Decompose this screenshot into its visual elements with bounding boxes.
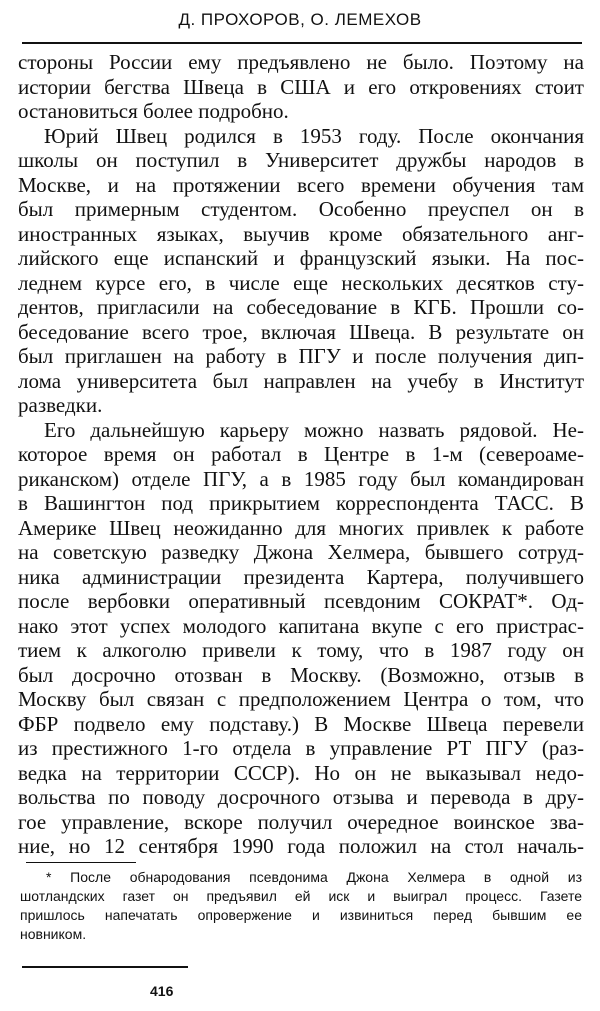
text-line: вольства по поводу досрочного отзыва и перевода в дру- <box>18 785 584 809</box>
text-line: из престижного 1-го отдела в управление РТ ПГУ (раз- <box>18 736 584 760</box>
running-header: Д. ПРОХОРОВ, О. ЛЕМЕХОВ <box>178 10 422 29</box>
text-line: иностранных языках, выучив кроме обязательного анг- <box>18 221 584 246</box>
text-line: Москве, и на протяжении всего времени обучения там <box>18 172 584 197</box>
text-line: гое управление, вскоре получил очередное воинское зва- <box>18 809 584 834</box>
text-line: на советскую разведку Джона Хелмера, бывшего сотруд- <box>18 540 584 564</box>
text-line: истории бегства Швеца в США и его откровениях стоит <box>18 74 584 99</box>
text-line: Юрий Швец родился в 1953 году. После окончания <box>44 123 584 148</box>
text-line: школы он поступил в Университет дружбы народов в <box>18 148 584 172</box>
text-line: риканском) отделе ПГУ, а в 1985 году был командирован <box>18 466 584 491</box>
text-line: ние, но 12 сентября 1990 года положил на стол началь- <box>18 834 584 858</box>
footnote-line: новником. <box>20 926 87 942</box>
text-line: Его дальнейшую карьеру можно назвать рядовой. Не- <box>44 417 584 442</box>
text-line: леднем курсе его, в числе еще нескольких десятков сту- <box>18 270 584 295</box>
text-line: которое время он работал в Центре в 1-м (североаме- <box>18 442 584 466</box>
footnote-line: * После обнародования псевдонима Джона Хелмера в одной из <box>46 869 582 885</box>
text-line: после вербовки оперативный псевдоним СОКРАТ*. Од- <box>18 589 584 613</box>
text-line: ника администрации президента Картера, получившего <box>18 564 584 589</box>
text-line: Москву был связан с предположением Центра о том, что <box>18 687 584 711</box>
body-text <box>18 50 584 859</box>
footnote-line: пришлось напечатать опровержение и извиниться перед бывшим ее <box>20 907 582 923</box>
text-line: лома университета был направлен на учебу в Институт <box>18 368 584 393</box>
text-line: был приглашен на работу в ПГУ и после получения дип- <box>18 344 584 368</box>
text-line: ведка на территории СССР). Но он не выказывал недо- <box>18 760 584 785</box>
page-number: 416 <box>150 983 174 999</box>
text-line: в Вашингтон под прикрытием корреспондента ТАСС. В <box>18 491 584 515</box>
text-line: стороны России ему предъявлено не было. Поэтому на <box>18 50 584 74</box>
text-line: беседование всего трое, включая Швеца. В результате он <box>18 319 584 344</box>
text-line: Америке Швец неожиданно для многих привлек к работе <box>18 515 584 540</box>
text-line: разведки. <box>18 393 103 417</box>
text-line: лийского еще испанский и французский языки. На пос- <box>18 246 584 270</box>
text-line: нако этот успех молодого капитана вкупе с его пристрас- <box>18 613 584 638</box>
header-rule <box>22 42 582 44</box>
text-line: тием к алкоголю привели к тому, что в 1987 году он <box>18 638 584 662</box>
text-line: был досрочно отозван в Москву. (Возможно, отзыв в <box>18 662 584 687</box>
text-line: был примерным студентом. Особенно преуспел он в <box>18 197 584 221</box>
text-line: ФБР подвело ему подставу.) В Москве Швеца перевели <box>18 711 584 736</box>
footnote-rule <box>26 862 136 863</box>
text-line: остановиться более подробно. <box>18 99 289 123</box>
footnote-line: шотландских газет он предъявил ей иск и выиграл процесс. Газете <box>20 888 582 904</box>
footnote <box>20 868 582 944</box>
text-line: дентов, пригласили на собеседование в КГБ. Прошли со- <box>18 295 584 319</box>
page-bottom-rule <box>22 966 188 968</box>
